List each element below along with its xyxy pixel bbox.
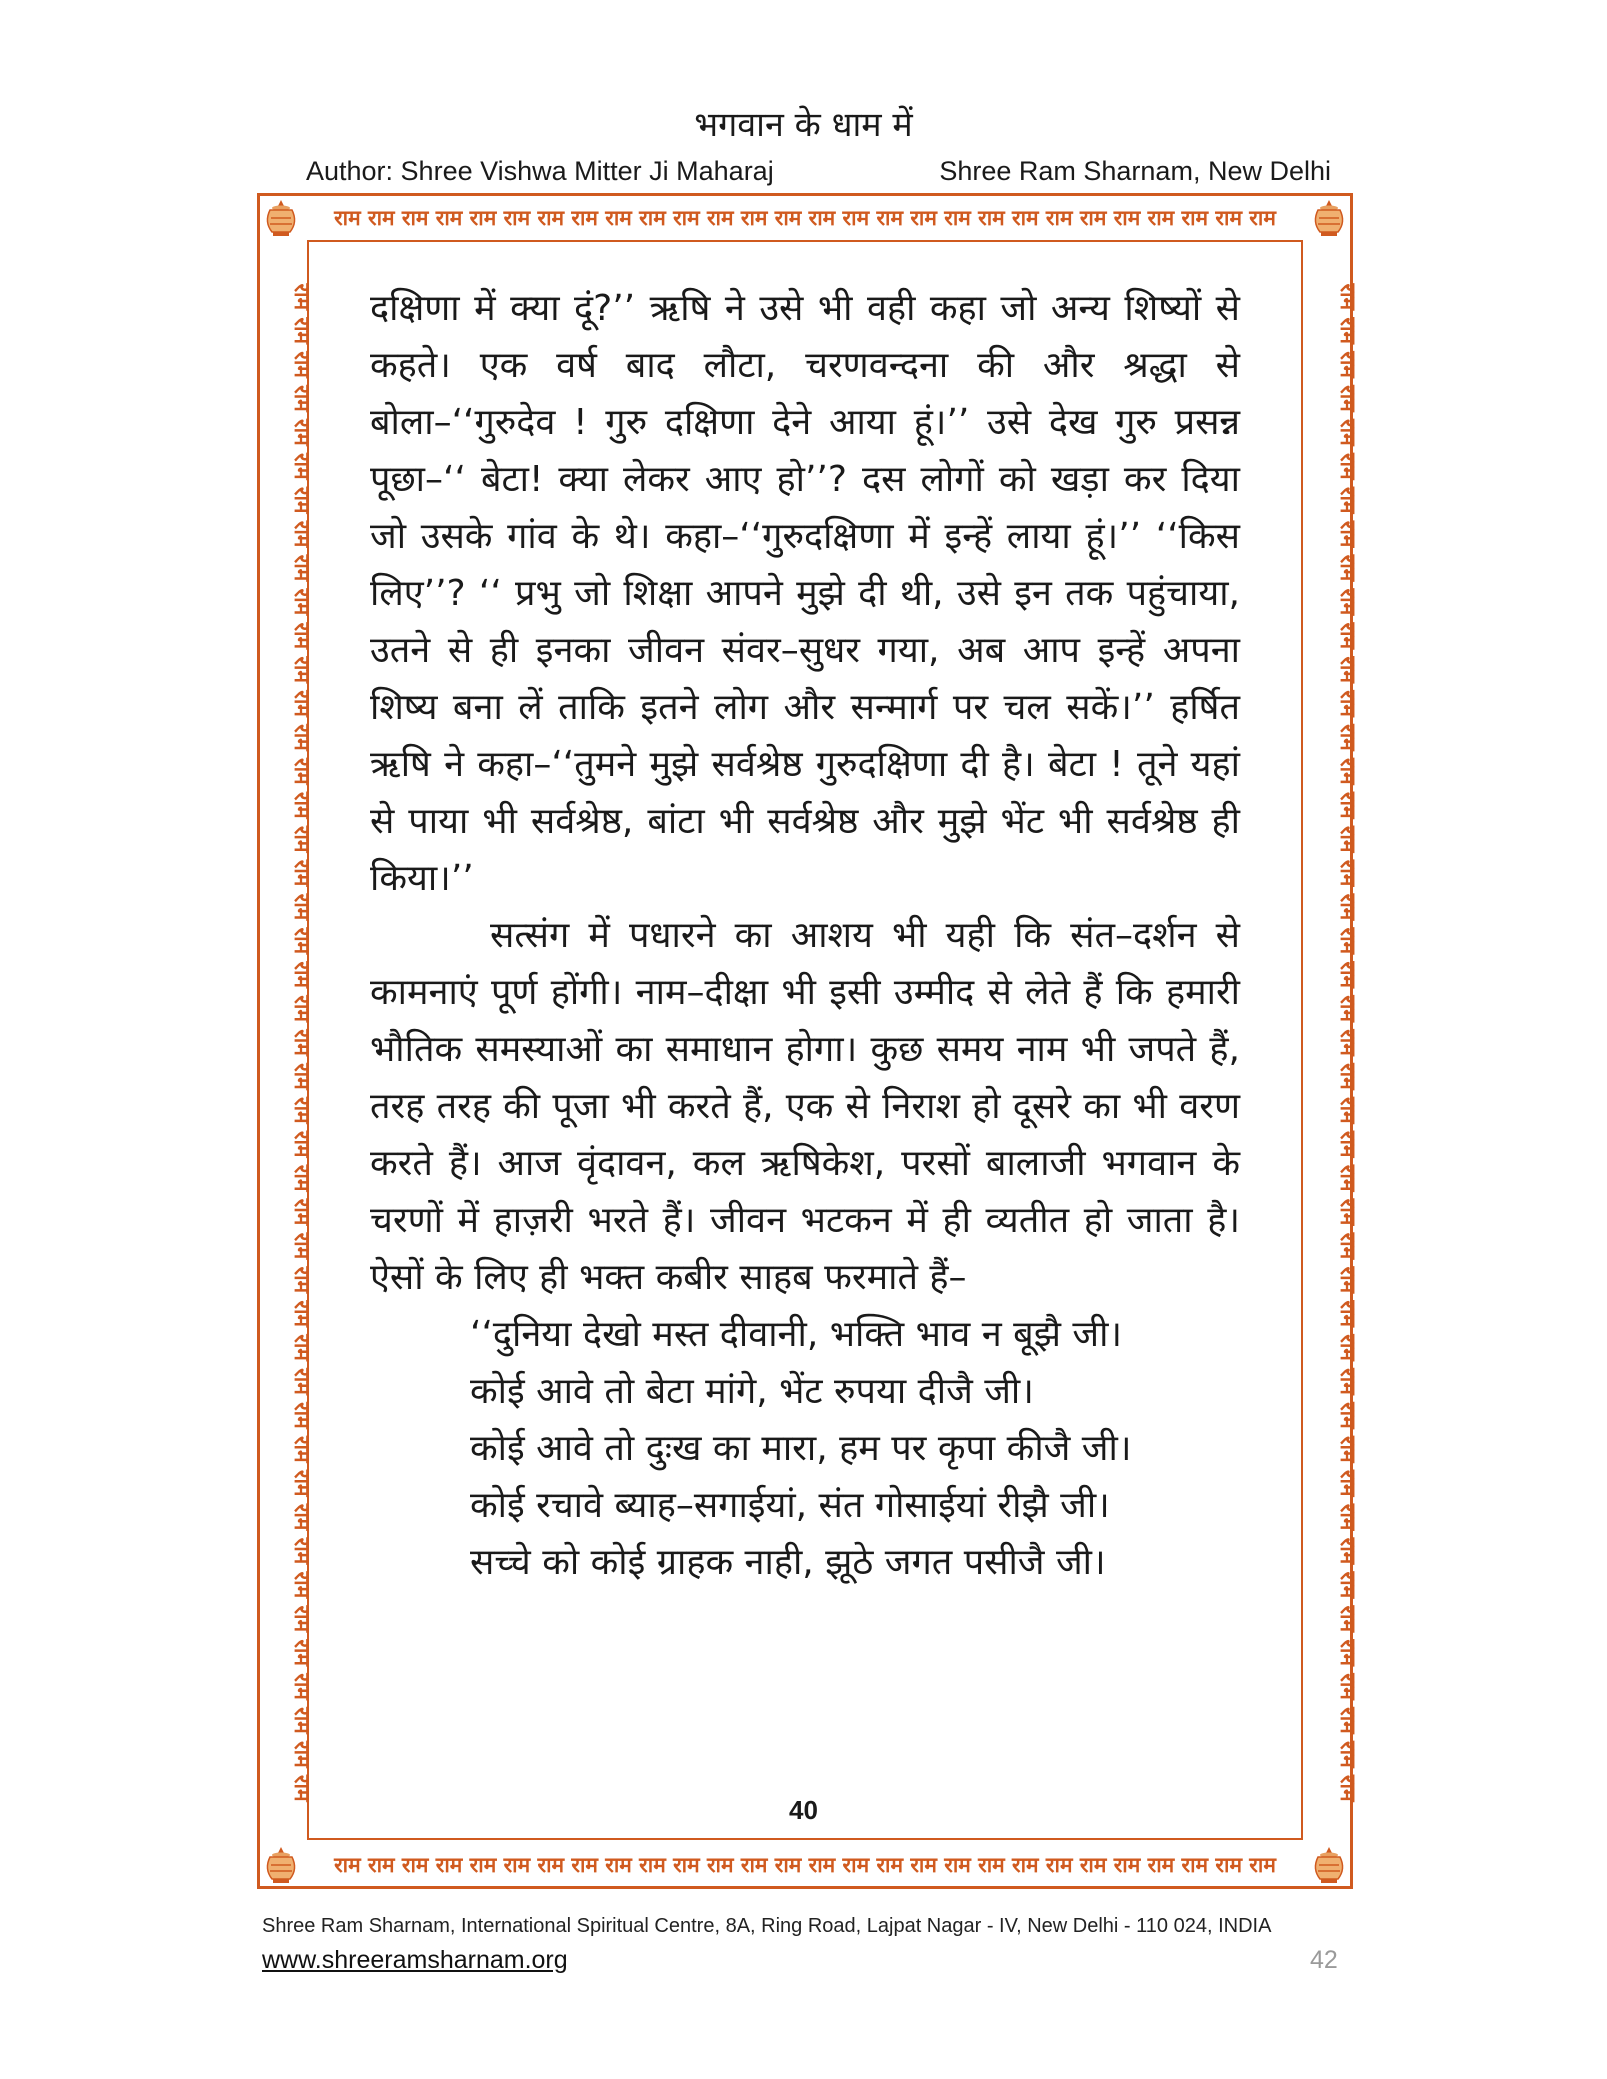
organization-line: Shree Ram Sharnam, New Delhi xyxy=(939,156,1331,186)
kalash-pot-icon xyxy=(1310,1845,1348,1885)
footer-address: Shree Ram Sharnam, International Spiritual Centre, 8A, Ring Road, Lajpat Nagar - IV, New Delhi - 110 024, INDIA xyxy=(262,1915,1272,1937)
book-page-number: 40 xyxy=(789,1795,818,1825)
paragraph-2: सत्संग में पधारने का आशय भी यही कि संत–दर्शन से कामनाएं पूर्ण होंगी। नाम–दीक्षा भी इसी उम्मीद से लेते हैं कि हमारी भौतिक समस्याओं का समाधान होगा। कुछ समय नाम भी जपते हैं, तरह तरह की पूजा भी करते हैं, एक से निराश हो दूसरे का भी वरण करते हैं। आज वृंदावन, कल ऋषिकेश, परसों बालाजी भगवान के चरणों में हाज़री भरते हैं। जीवन भटकन में ही व्यतीत हो जाता है। ऐसों के लिए ही भक्त कबीर साहब फरमाते हैं– xyxy=(370,915,1240,1298)
footer-page-number: 42 xyxy=(1310,1946,1338,1974)
author-line: Author: Shree Vishwa Mitter Ji Maharaj xyxy=(306,156,774,186)
kalash-pot-icon xyxy=(262,1845,300,1885)
page-content xyxy=(370,280,1240,1591)
verse-line: सच्चे को कोई ग्राहक नाही, झूठे जगत पसीजै जी। xyxy=(470,1542,1106,1583)
kalash-pot-icon xyxy=(262,198,300,238)
ram-border-top: राम राम राम राम राम राम राम राम राम राम राम राम राम राम राम राम राम राम राम राम राम राम राम राम राम राम राम राम xyxy=(334,206,1276,230)
kalash-pot-icon xyxy=(1310,198,1348,238)
ram-border-right: राम राम राम राम राम राम राम राम राम राम राम राम राम राम राम राम राम राम राम राम राम राम राम राम राम राम राम राम राम राम राम राम राम राम राम राम राम राम राम राम राम राम राम राम राम xyxy=(1336,283,1360,1802)
kabir-verse xyxy=(470,1306,1240,1591)
book-title: भगवान के धाम में xyxy=(694,105,913,145)
verse-line: कोई आवे तो बेटा मांगे, भेंट रुपया दीजै जी। xyxy=(470,1371,1034,1412)
verse-line: कोई आवे तो दुःख का मारा, हम पर कृपा कीजै जी। xyxy=(470,1428,1132,1469)
ram-border-left: राम राम राम राम राम राम राम राम राम राम राम राम राम राम राम राम राम राम राम राम राम राम राम राम राम राम राम राम राम राम राम राम राम राम राम राम राम राम राम राम राम राम राम राम राम xyxy=(290,283,314,1802)
paragraph-1: दक्षिणा में क्या दूं?’’ ऋषि ने उसे भी वही कहा जो अन्य शिष्यों से कहते। एक वर्ष बाद लौटा, चरणवन्दना की और श्रद्धा से बोला–‘‘गुरुदेव ! गुरु दक्षिणा देने आया हूं।’’ उसे देख गुरु प्रसन्न पूछा–‘‘ बेटा! क्या लेकर आए हो’’? दस लोगों को खड़ा कर दिया जो उसके गांव के थे। कहा–‘‘गुरुदक्षिणा में इन्हें लाया हूं।’’ ‘‘किस लिए’’? ‘‘ प्रभु जो शिक्षा आपने मुझे दी थी, उसे इन तक पहुंचाया, उतने से ही इनका जीवन संवर–सुधर गया, अब आप इन्हें अपना शिष्य बना लें ताकि इतने लोग और सन्मार्ग पर चल सकें।’’ हर्षित ऋषि ने कहा–‘‘तुमने मुझे सर्वश्रेष्ठ गुरुदक्षिणा दी है। बेटा ! तूने यहां से पाया भी सर्वश्रेष्ठ, बांटा भी सर्वश्रेष्ठ और मुझे भेंट भी सर्वश्रेष्ठ ही किया।’’ xyxy=(370,288,1240,899)
verse-line: कोई रचावे ब्याह–सगाईयां, संत गोसाईयां रीझै जी। xyxy=(470,1485,1110,1526)
footer-website-link[interactable]: www.shreeramsharnam.org xyxy=(262,1946,568,1974)
verse-line: ‘‘दुनिया देखो मस्त दीवानी, भक्ति भाव न बूझै जी। xyxy=(470,1314,1123,1355)
ram-border-bottom: राम राम राम राम राम राम राम राम राम राम राम राम राम राम राम राम राम राम राम राम राम राम राम राम राम राम राम राम xyxy=(334,1853,1276,1877)
